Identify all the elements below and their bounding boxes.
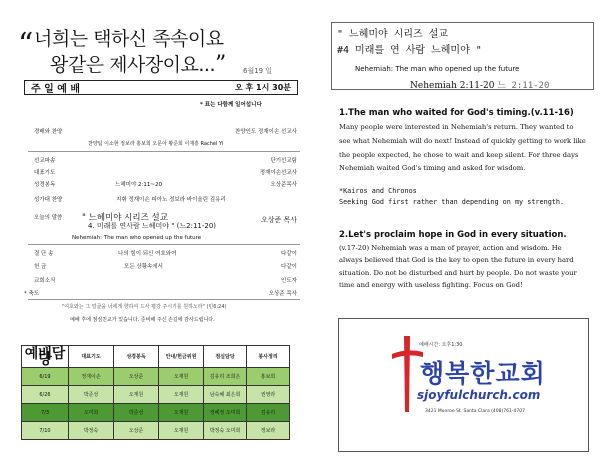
quote-line-2: 왕같은 제사장이요... (50, 54, 215, 76)
table-cell: 오재원 (159, 368, 204, 386)
news-label: 교회소식 (34, 278, 56, 284)
table-row (22, 386, 290, 404)
seeking-god-note: Seeking God first rather than depending on my strength. (339, 197, 565, 206)
sermon-label: 오늘의 말씀 (34, 215, 63, 221)
scripture-reader: 오상준목사 (270, 182, 297, 188)
divider (28, 151, 300, 152)
table-cell: 오미희 (69, 404, 114, 422)
blessing-right: 오상준 목사 (268, 291, 297, 297)
service-header (24, 80, 298, 95)
church-address: 3421 Monroe St. Santa Clara (408)761-4707 (425, 409, 525, 414)
blessing-label: * 축도 (24, 291, 40, 297)
reference-korean: 느 2:11-20 (497, 81, 550, 91)
table-header-cell: 봉사정리 (247, 346, 290, 368)
table-cell: 남숙혜 최은희 (204, 386, 247, 404)
reference-book: Nehemiah 2:11-20 (410, 81, 495, 91)
table-cell: 오상준 (114, 368, 159, 386)
table-cell: 정보라 (247, 422, 290, 440)
table-header-cell: 점심담당 (204, 346, 247, 368)
table-header-cell: 대표기도 (69, 346, 114, 368)
table-cell: 박정숙 (69, 422, 114, 440)
table-cell: 박준성 (69, 386, 114, 404)
lunch-note: 예배 후에 점심친교가 있습니다. 준비해 주신 손길에 감사드립니다. (70, 317, 215, 323)
service-time-note: 예배시간: 오후1:30 (419, 342, 463, 348)
table-cell: 7/3 (22, 404, 69, 422)
news-right: 인도자 (281, 278, 297, 284)
offering-value: 모든 상황속에서 (124, 264, 163, 270)
worship-praise-label: 경배와 찬양 (34, 129, 63, 135)
table-cell: 김유리 조희은 (204, 368, 247, 386)
table-header-row (22, 346, 290, 368)
table-cell: 6/26 (22, 386, 69, 404)
table-header-cell: 예배담당 (22, 346, 69, 368)
series-title: " 느헤미야 시리즈 설교 (337, 29, 449, 40)
prayer-label: 대표기도 (34, 170, 56, 176)
headline-quote (20, 26, 226, 78)
table-header-cell: 안내/헌금위원 (159, 346, 204, 368)
sermon-number-title: #4 미래를 연 사람 느헤미야 " (337, 45, 482, 56)
sermon-subtitle: 4. 미래를 연사람 느헤미야 " (느2:11-20) (88, 222, 217, 230)
table-cell: 김유리 (247, 404, 290, 422)
decision-right: 다같이 (281, 251, 297, 257)
prayer-value: 정재이손선교사 (259, 170, 297, 176)
scripture-reference (410, 78, 549, 91)
table-header-cell: 성경봉독 (114, 346, 159, 368)
church-website: sjoyfulchurch.com (417, 388, 541, 402)
kairos-note: *Kairos and Chronos (339, 187, 417, 195)
table-cell: 오상준 (114, 422, 159, 440)
service-title: 주 일 예 배 (31, 84, 81, 95)
table-cell: 6/19 (22, 368, 69, 386)
verse-note: "여호와는 그 얼굴을 너에게 향하여 드사 평강 주시기를 원하노라" (민6:24) (62, 304, 227, 310)
duty-table (21, 345, 290, 440)
mission-value: 단기선교팀 (270, 158, 297, 164)
table-cell: 오재원 (159, 386, 204, 404)
table-cell: 홍보희 (247, 368, 290, 386)
quote-line-1: 너희는 택하신 족속이요 (34, 28, 224, 50)
point-2-text: (v.17-20) Nehemiah was a man of prayer, action and wisdom. He always believed that God is the key to open the future in every hard situation. Do not be disturbed and hurt by people. Do not waste your time and energy with useless fighting. Focus on God! (339, 244, 577, 290)
point-1-text: Many people were interested in Nehemiah's return. They wanted to see what Nehemiah will do next! Instead of quickly getting to work like the people expected, he chose to wait and keep silent. For three days Nehemiah waited God's timing and asked for wisdom. (339, 123, 586, 173)
scripture-label: 성경봉독 (34, 182, 56, 188)
decision-label: 결 단 송 (34, 251, 54, 257)
table-cell: 박정숙 오미희 (204, 422, 247, 440)
service-time: 오 후 1시 30분 (235, 83, 291, 92)
stand-note: * 표는 다함께 일어섭니다 (200, 102, 262, 108)
table-row (22, 404, 290, 422)
open-quote-mark: “ (18, 27, 33, 62)
offering-right: 다같이 (281, 264, 297, 270)
table-cell: 오재원 (159, 422, 204, 440)
bulletin-date: 6월19 일 (243, 67, 273, 75)
divider (28, 299, 300, 300)
point-1-notes (339, 186, 589, 207)
offering-label: 헌 금 (34, 264, 47, 270)
scripture-text: 느헤미야 2:11~20 (115, 182, 162, 188)
close-quote-mark: ” (215, 52, 226, 77)
praise-leader: 찬양인도 정재이손 선교사 (235, 129, 297, 135)
english-title: Nehemiah: The man who opened up the future (355, 65, 520, 73)
choir-label: 성가대 찬양 (34, 197, 63, 203)
praise-band: 찬양팀 이소현 정보라 홍보희 오문아 황준희 이재흥 Rachel Yi (88, 141, 224, 147)
sermon-title: " 느헤미야 시리즈 설교 (82, 213, 168, 223)
divider (28, 244, 300, 245)
table-cell: 정혜정 오미희 (204, 404, 247, 422)
table-cell: 오재원 (159, 404, 204, 422)
mission-label: 선교파송 (34, 158, 56, 164)
sermon-preacher: 오상준 목사 (260, 216, 297, 224)
table-cell: 박준성 (114, 404, 159, 422)
sermon-english-title: Nehemiah: The man who opened up the future (72, 235, 202, 241)
table-cell: 정재이손 (69, 368, 114, 386)
table-cell: 오재원 (114, 386, 159, 404)
church-name: 행복한교회 (420, 359, 546, 388)
table-cell: 권영라 (247, 386, 290, 404)
table-row (22, 422, 290, 440)
table-row (22, 368, 290, 386)
point-2-heading: 2.Let's proclaim hope in God in every situation. (339, 230, 567, 240)
table-cell: 7/10 (22, 422, 69, 440)
decision-value: 나의 힘이 되신 여호와여 (118, 251, 177, 257)
choir-value: 지휘 정재이손 피아노 정보라 바이올린 김유리 (116, 197, 226, 203)
point-1-heading: 1.The man who waited for God's timing.(v.11-16) (339, 108, 574, 118)
